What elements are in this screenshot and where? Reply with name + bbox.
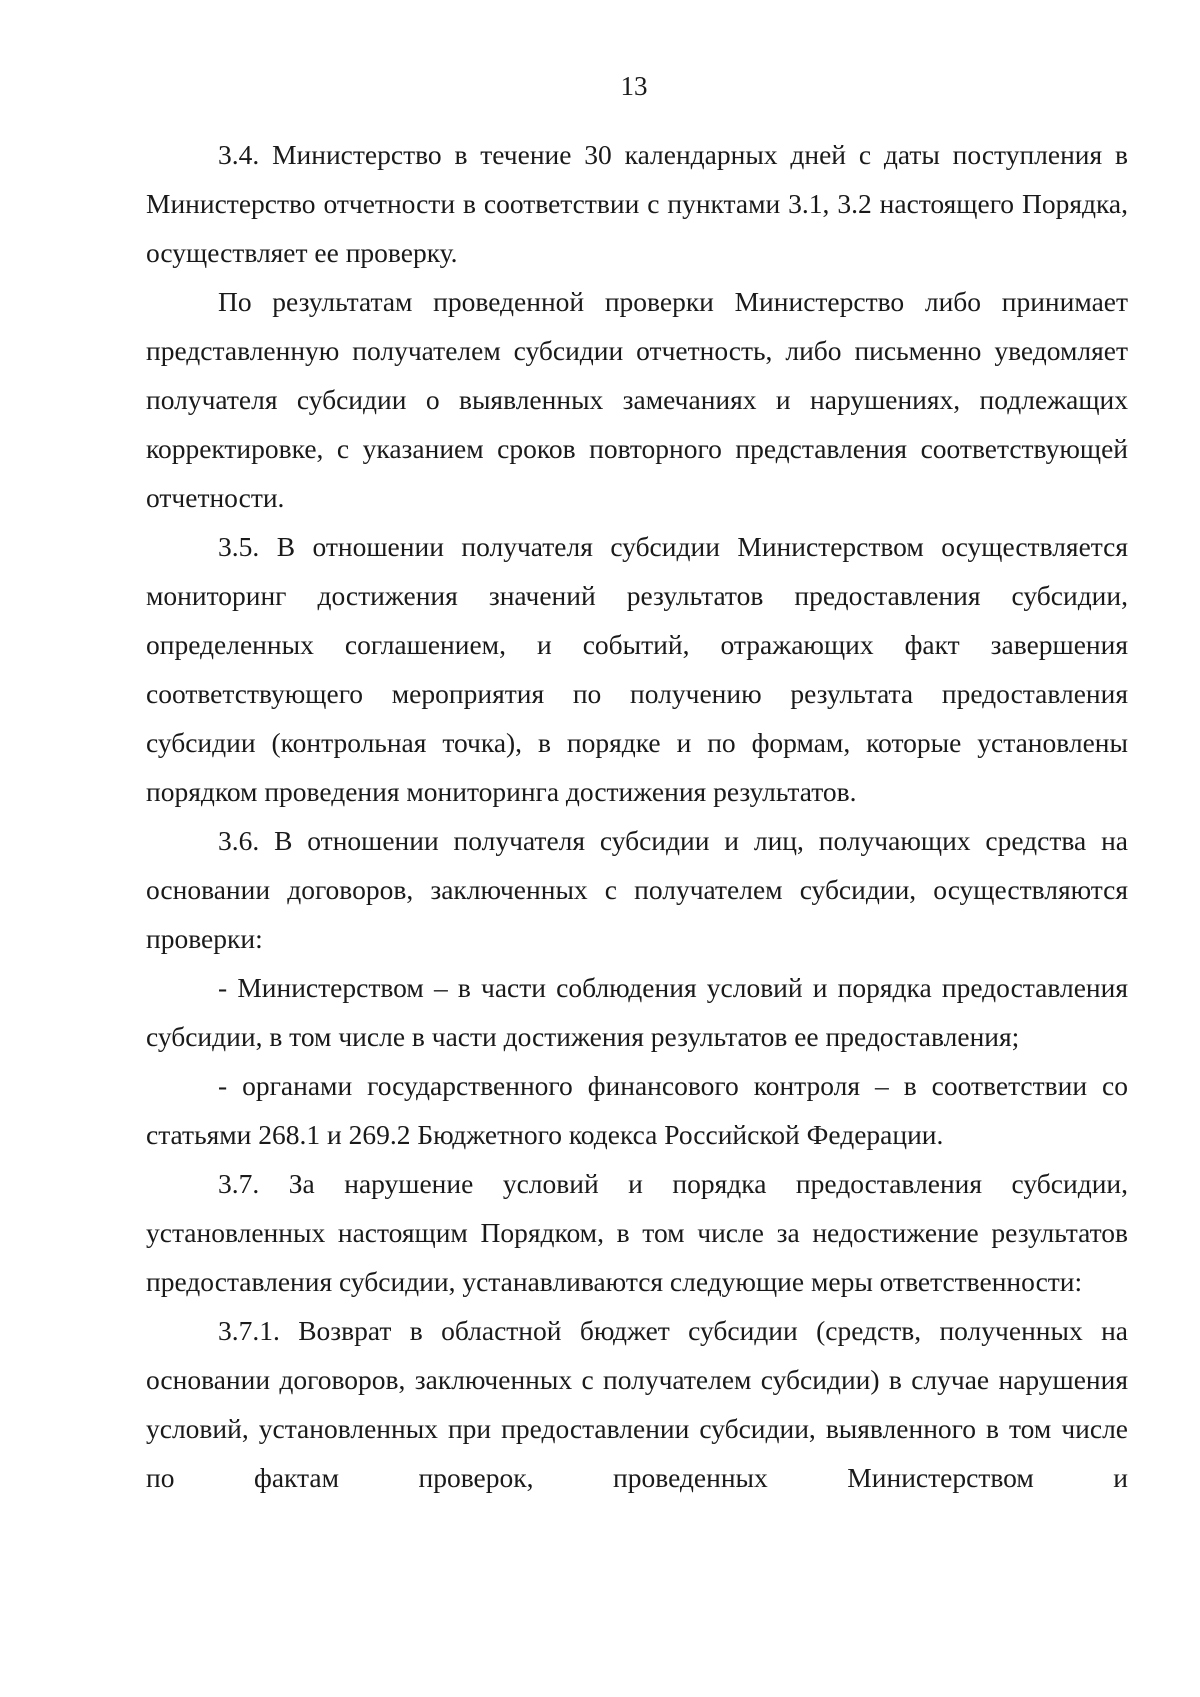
paragraph-3-7: 3.7. За нарушение условий и порядка предоставления субсидии, установленных настоящим Порядком, в том числе за недостижение результатов предоставления субсидии, устанавливаются следующие меры ответственности:: [146, 1168, 1128, 1297]
document-body: [146, 130, 1128, 1502]
paragraph-3-6: 3.6. В отношении получателя субсидии и лиц, получающих средства на основании договоров, заключенных с получателем субсидии, осуществляются проверки:: [146, 825, 1128, 954]
paragraph-check-results: По результатам проведенной проверки Министерство либо принимает представленную получателем субсидии отчетность, либо письменно уведомляет получателя субсидии о выявленных замечаниях и нарушениях, подлежащих корректировке, с указанием сроков повторного представления соответствующей отчетности.: [146, 286, 1128, 513]
page-number: 13: [620, 71, 648, 101]
paragraph-3-7-1: 3.7.1. Возврат в областной бюджет субсидии (средств, полученных на основании договоров, заключенных с получателем субсидии) в случае нарушения условий, установленных при предоставлении субсидии, выявленного в том числе по фактам проверок, проведенных Министерством и: [146, 1315, 1128, 1493]
list-item-financial-control: - органами государственного финансового контроля – в соответствии со статьями 268.1 и 269.2 Бюджетного кодекса Российской Федерации.: [146, 1070, 1128, 1150]
paragraph-3-5: 3.5. В отношении получателя субсидии Министерством осуществляется мониторинг достижения значений результатов предоставления субсидии, определенных соглашением, и событий, отражающих факт завершения соответствующего мероприятия по получению результата предоставления субсидии (контрольная точка), в порядке и по формам, которые установлены порядком проведения мониторинга достижения результатов.: [146, 531, 1128, 807]
list-item-ministry: - Министерством – в части соблюдения условий и порядка предоставления субсидии, в том числе в части достижения результатов ее предоставления;: [146, 972, 1128, 1052]
paragraph-3-4: 3.4. Министерство в течение 30 календарных дней с даты поступления в Министерство отчетности в соответствии с пунктами 3.1, 3.2 настоящего Порядка, осуществляет ее проверку.: [146, 139, 1128, 268]
